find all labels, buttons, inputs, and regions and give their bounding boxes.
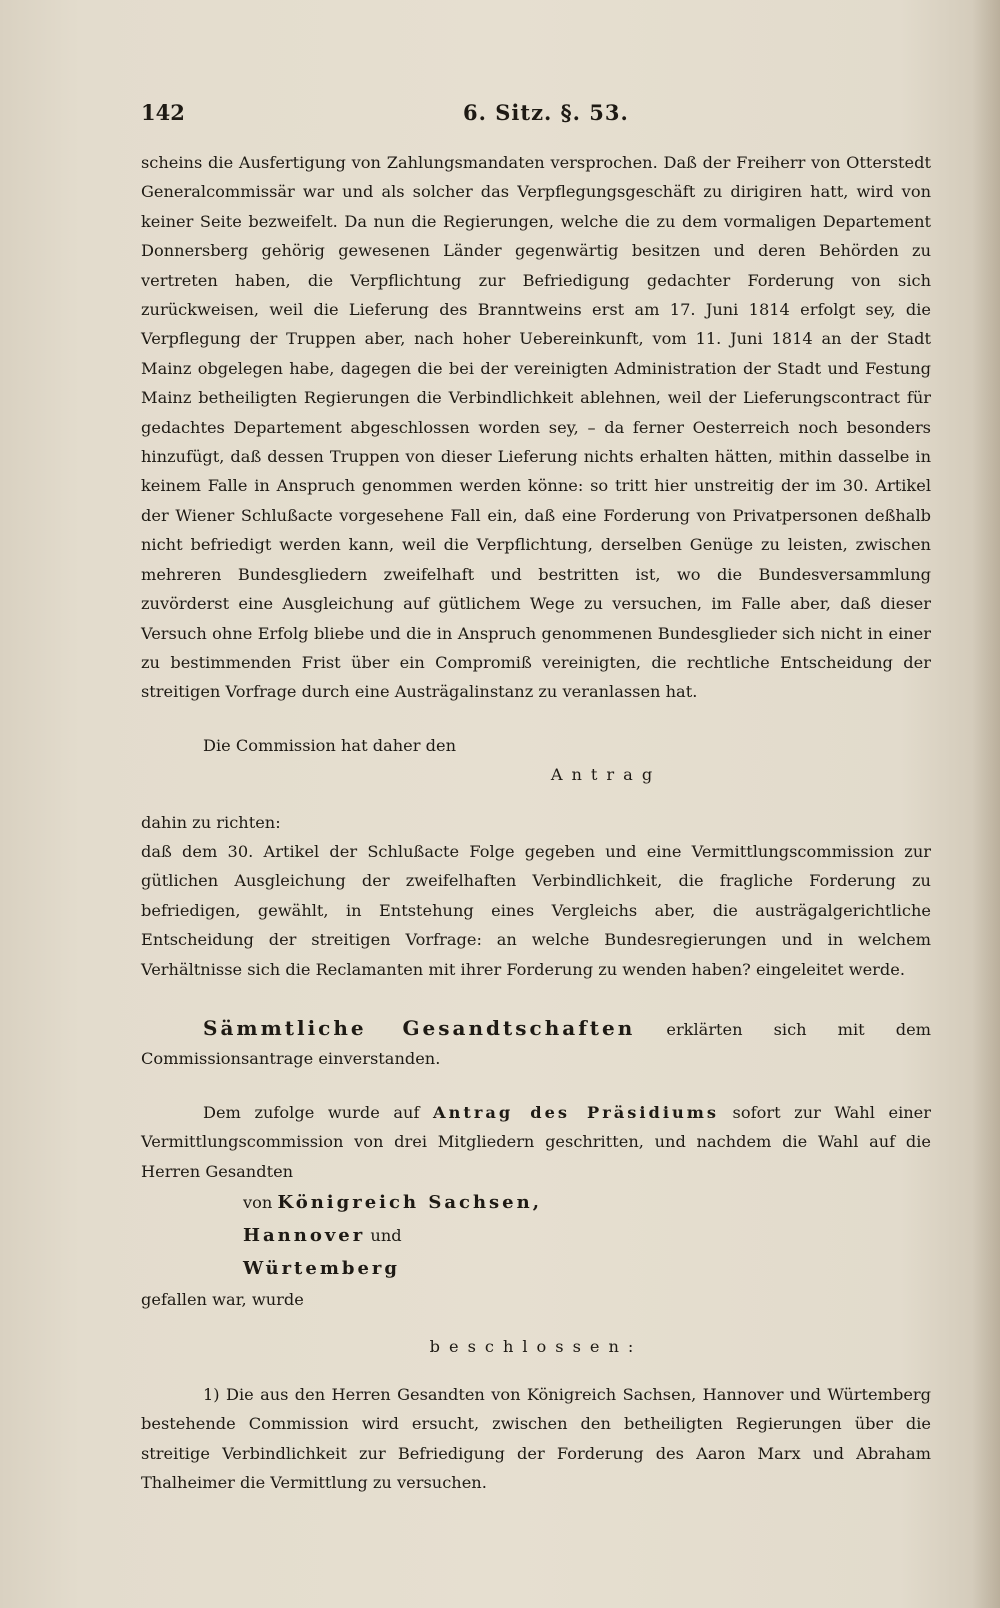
paragraph-1: scheins die Ausfertigung von Zahlungsmandaten versprochen. Daß der Freiherr von Otterstedt Generalcommissär war und als solcher das Verpflegungsgeschäft zu dirigiren hatt, wird von keiner Seite bezweifelt. Da nun die Regierungen, welche die zu dem vormaligen Departement Donnersberg gehörig gewesenen Länder gegenwärtig besitzen und deren Behörden zu vertreten haben, die Verpflichtung zur Befriedigung gedachter Forderung von sich zurückweisen, weil die Lieferung des Branntweins erst am 17. Juni 1814 erfolgt sey, die Verpflegung der Truppen aber, nach hoher Uebereinkunft, vom 11. Juni 1814 an der Stadt Mainz obgelegen habe, dagegen die bei der vereinigten Administration der Stadt und Festung Mainz betheiligten Regierungen die Verbindlichkeit ablehnen, weil der Lieferungscontract für gedachtes Departement abgeschlossen worden sey, – da ferner Oesterreich noch besonders hinzufügt, daß dessen Truppen von dieser Lieferung nichts erhalten hätten, mithin dasselbe in keinem Falle in Anspruch genommen werden könne: so tritt hier unstreitig der im 30. Artikel der Wiener Schlußacte vorgesehene Fall ein, daß eine Forderung von Privatpersonen deßhalb nicht befriedigt werden kann, weil die Verpflichtung, derselben Genüge zu leisten, zwischen mehreren Bundesgliedern zweifelhaft und bestritten ist, wo die Bundesversammlung zuvörderst eine Ausgleichung auf gütlichem Wege zu versuchen, im Falle aber, daß dieser Versuch ohne Erfolg bliebe und die in Anspruch genommenen Bundesglieder sich nicht in einer zu bestimmenden Frist über ein Compromiß vereinigten, die rechtliche Entscheidung der streitigen Vorfrage durch eine Austrägalinstanz zu veranlassen hat. xyxy=(141,153,931,702)
list-item xyxy=(243,1252,931,1285)
list-hannover: Hannover xyxy=(243,1225,366,1246)
paragraph-gefallen: gefallen war, wurde xyxy=(141,1290,304,1309)
running-head: 6. Sitz. §. 53. xyxy=(463,100,629,125)
gesandtschaften-rest: erklärten sich mit dem Commissionsantrage einverstanden. xyxy=(141,1019,931,1069)
paragraph-wahl xyxy=(141,1098,931,1186)
list-prefix: von xyxy=(243,1193,278,1212)
gesandten-list xyxy=(243,1186,931,1285)
antrag-heading: Antrag xyxy=(550,765,662,785)
page-header xyxy=(141,100,931,130)
list-item xyxy=(243,1186,931,1219)
page-edge-shadow xyxy=(972,0,1000,1608)
list-wuertemberg: Würtemberg xyxy=(243,1258,400,1279)
page-number: 142 xyxy=(141,100,185,125)
antrag-text: daß dem 30. Artikel der Schlußacte Folge gegeben und eine Vermittlungscommission zur gütlichen Ausgleichung der zweifelhaften Verbindlichkeit, die fragliche Forderung zu befriedigen, gewählt, in Entstehung eines Vergleichs aber, die austrägalgerichtliche Entscheidung der streitigen Vorfrage: an welche Bundesregierungen und in welchem Verhältnisse sich die Reclamanten mit ihrer Forderung zu wenden haben? eingeleitet werde. xyxy=(141,841,931,979)
paragraph-resolution-1: 1) Die aus den Herren Gesandten von Königreich Sachsen, Hannover und Würtemberg bestehende Commission wird ersucht, zwischen den betheiligten Regierungen über die streitige Verbindlichkeit zur Befriedigung der Forderung des Aaron Marx und Abraham Thalheimer die Vermittlung zu versuchen. xyxy=(141,1384,931,1493)
paragraph-gesandtschaften xyxy=(141,1014,931,1074)
body-text xyxy=(141,148,931,1497)
list-und: und xyxy=(365,1226,402,1245)
paragraph-commission: Die Commission hat daher den xyxy=(203,735,456,755)
paragraph-dahin: dahin zu richten: xyxy=(141,812,281,832)
wahl-text-a: Dem zufolge wurde auf xyxy=(203,1102,434,1122)
beschlossen-heading: beschlossen: xyxy=(429,1337,643,1357)
wahl-spaced: Antrag des Präsidiums xyxy=(433,1102,719,1122)
list-item xyxy=(243,1219,931,1252)
wahl-text-b: sofort zur Wahl einer Vermittlungscommission von drei Mitgliedern geschritten, und nachdem die Wahl auf die Herren Gesandten xyxy=(141,1102,931,1181)
gesandtschaften-spaced: Sämmtliche Gesandtschaften xyxy=(203,1015,636,1040)
list-koenigreich-sachsen: Königreich Sachsen, xyxy=(277,1192,542,1213)
